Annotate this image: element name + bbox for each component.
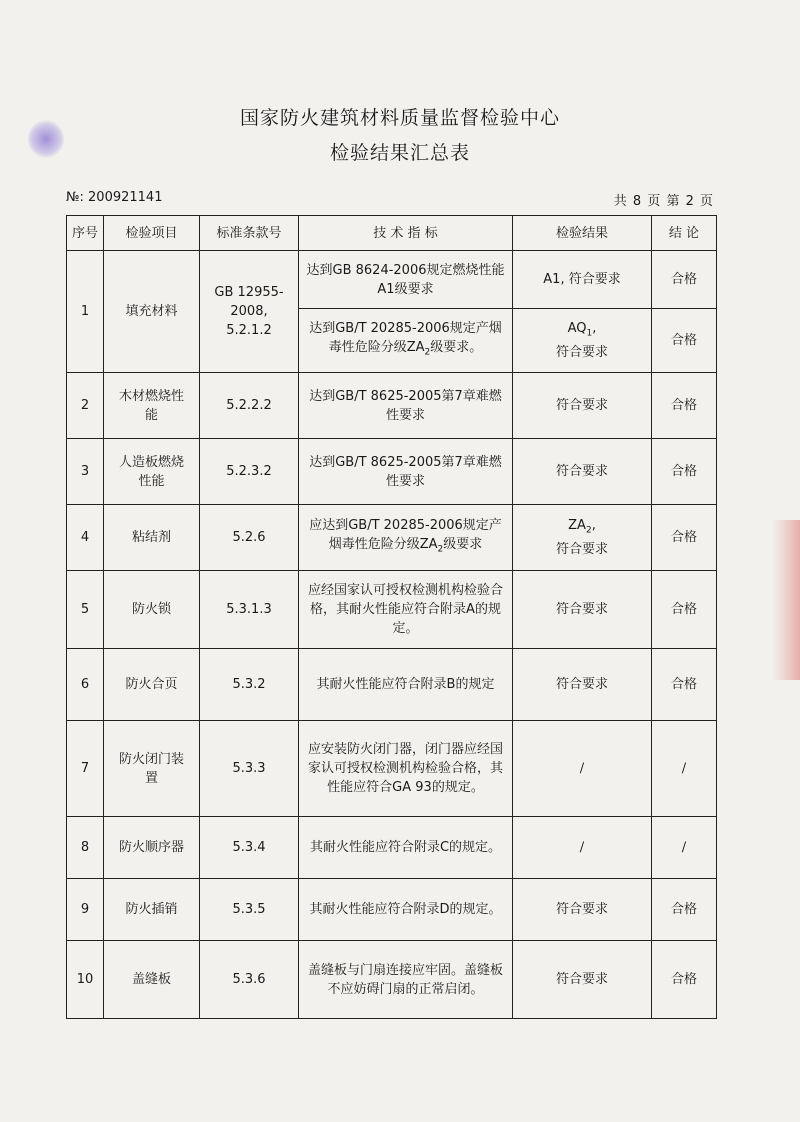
test-result: 符合要求 (513, 649, 652, 721)
document-subtitle: 检验结果汇总表 (329, 142, 470, 164)
document-title: 国家防火建筑材料质量监督检验中心 (239, 107, 560, 129)
test-item: 防火锁 (104, 571, 200, 649)
test-result: / (513, 721, 652, 817)
table-row (67, 439, 717, 505)
page-info: 共 8 页 第 2 页 (613, 194, 714, 209)
column-header: 检验结果 (513, 216, 652, 251)
column-header: 检验项目 (104, 216, 200, 251)
conclusion: 合格 (652, 649, 717, 721)
technical-spec: 其耐火性能应符合附录D的规定。 (299, 879, 513, 941)
test-result: 符合要求 (513, 571, 652, 649)
table-row (67, 571, 717, 649)
table-row (67, 721, 717, 817)
technical-spec: 其耐火性能应符合附录B的规定 (299, 649, 513, 721)
table-row (67, 879, 717, 941)
column-header: 标准条款号 (200, 216, 299, 251)
standard-clause: 5.2.2.2 (200, 373, 299, 439)
conclusion: 合格 (652, 251, 717, 309)
row-number: 5 (67, 571, 104, 649)
test-item: 防火合页 (104, 649, 200, 721)
technical-spec: 应达到GB/T 20285-2006规定产烟毒性危险分级$ZA_2$级要求 (299, 505, 513, 571)
standard-clause: 5.3.4 (200, 817, 299, 879)
technical-spec: 盖缝板与门扇连接应牢固。盖缝板不应妨碍门扇的正常启闭。 (299, 941, 513, 1019)
test-result: $AQ_1$, 符合要求 (513, 309, 652, 373)
table-row (67, 941, 717, 1019)
row-number: 1 (67, 251, 104, 373)
technical-spec: 达到GB/T 8625-2005第7章难燃性要求 (299, 373, 513, 439)
technical-spec: 应安装防火闭门器，闭门器应经国家认可授权检测机构检验合格，其性能应符合GA 93的规定。 (299, 721, 513, 817)
test-item: 木材燃烧性能 (104, 373, 200, 439)
test-item: 粘结剂 (104, 505, 200, 571)
test-result: 符合要求 (513, 373, 652, 439)
column-header: 技 术 指 标 (299, 216, 513, 251)
test-item: 防火插销 (104, 879, 200, 941)
row-number: 3 (67, 439, 104, 505)
test-result: 符合要求 (513, 941, 652, 1019)
test-result: 符合要求 (513, 879, 652, 941)
standard-clause: GB 12955-2008, 5.2.1.2 (200, 251, 299, 373)
table-row (67, 649, 717, 721)
conclusion: 合格 (652, 879, 717, 941)
conclusion: / (652, 721, 717, 817)
column-header: 结 论 (652, 216, 717, 251)
row-number: 2 (67, 373, 104, 439)
test-result: A1, 符合要求 (513, 251, 652, 309)
table-row (67, 373, 717, 439)
table-row (67, 251, 717, 309)
standard-clause: 5.3.2 (200, 649, 299, 721)
test-result: / (513, 817, 652, 879)
table-header-row (67, 216, 717, 251)
row-number: 10 (67, 941, 104, 1019)
standard-clause: 5.3.3 (200, 721, 299, 817)
table-row (67, 817, 717, 879)
results-table (66, 215, 717, 1019)
technical-spec: 达到GB 8624-2006规定燃烧性能A1级要求 (299, 251, 513, 309)
test-item: 人造板燃烧性能 (104, 439, 200, 505)
row-number: 9 (67, 879, 104, 941)
test-item: 防火闭门装置 (104, 721, 200, 817)
standard-clause: 5.3.1.3 (200, 571, 299, 649)
test-item: 防火顺序器 (104, 817, 200, 879)
test-result: $ZA_2$, 符合要求 (513, 505, 652, 571)
technical-spec: 其耐火性能应符合附录C的规定。 (299, 817, 513, 879)
row-number: 8 (67, 817, 104, 879)
table-row (67, 505, 717, 571)
conclusion: / (652, 817, 717, 879)
row-number: 4 (67, 505, 104, 571)
red-seal-fragment (772, 520, 800, 680)
standard-clause: 5.2.3.2 (200, 439, 299, 505)
test-item: 盖缝板 (104, 941, 200, 1019)
technical-spec: 达到GB/T 20285-2006规定产烟毒性危险分级$ZA_2$级要求。 (299, 309, 513, 373)
document-number: №: 200921141 (66, 190, 163, 205)
conclusion: 合格 (652, 373, 717, 439)
standard-clause: 5.3.5 (200, 879, 299, 941)
test-result: 符合要求 (513, 439, 652, 505)
test-item: 填充材料 (104, 251, 200, 373)
conclusion: 合格 (652, 439, 717, 505)
conclusion: 合格 (652, 505, 717, 571)
conclusion: 合格 (652, 571, 717, 649)
technical-spec: 达到GB/T 8625-2005第7章难燃性要求 (299, 439, 513, 505)
column-header: 序号 (67, 216, 104, 251)
row-number: 7 (67, 721, 104, 817)
conclusion: 合格 (652, 941, 717, 1019)
row-number: 6 (67, 649, 104, 721)
conclusion: 合格 (652, 309, 717, 373)
standard-clause: 5.3.6 (200, 941, 299, 1019)
technical-spec: 应经国家认可授权检测机构检验合格，其耐火性能应符合附录A的规定。 (299, 571, 513, 649)
standard-clause: 5.2.6 (200, 505, 299, 571)
